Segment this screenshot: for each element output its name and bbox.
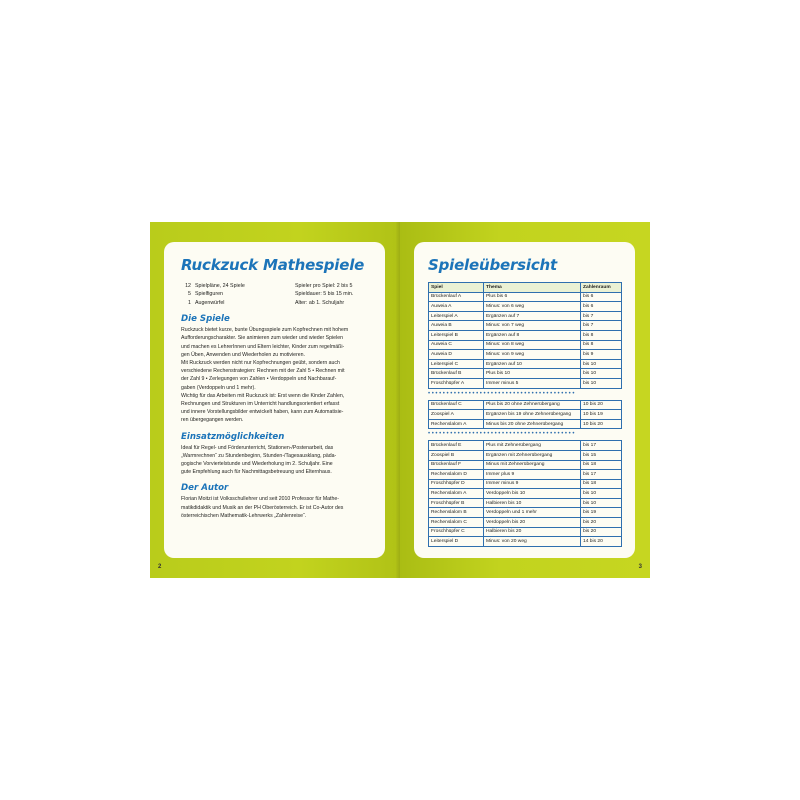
range-cell: bis 10 <box>581 359 622 369</box>
table-header-row <box>429 283 622 293</box>
topic-cell: Plus mit Zehnerübergang <box>484 441 581 451</box>
table-row <box>429 400 622 410</box>
range-cell: bis 17 <box>581 470 622 480</box>
game-cell: Froschhüpfer C <box>429 527 484 537</box>
text-line: und machen es LehrerInnen und Eltern leichter, Kinder zum regelmäßi- <box>181 343 345 350</box>
materials-list <box>181 282 375 307</box>
topic-cell: Immer minus 5 <box>484 378 581 388</box>
range-cell: 10 bis 20 <box>581 400 622 410</box>
topic-cell: Ergänzen bis 19 ohne Zehnerübergang <box>484 410 581 420</box>
topic-cell: Ergänzen auf 8 <box>484 330 581 340</box>
game-cell: Leiterspiel B <box>429 330 484 340</box>
table-row <box>429 537 622 547</box>
column-header: Thema <box>484 283 581 293</box>
game-cell: Rechenslalom B <box>429 508 484 518</box>
range-cell: bis 6 <box>581 302 622 312</box>
material-item: Spielpläne, 24 Spiele <box>195 283 245 289</box>
dotted-separator: •••••••••••••••••••••••••••••••••••••••• <box>428 390 577 397</box>
game-cell: Rechenslalom D <box>429 470 484 480</box>
text-line: Rechnungen und Strukturen im Unterricht handlungsorientiert erfasst <box>181 401 340 408</box>
table-row <box>429 350 622 360</box>
section-heading: Einsatzmöglichkeiten <box>181 431 285 442</box>
game-cell: Auweia A <box>429 302 484 312</box>
topic-cell: Immer plus 9 <box>484 470 581 480</box>
overview-title: Spieleübersicht <box>428 256 557 274</box>
game-cell: Rechenslalom A <box>429 419 484 429</box>
page-title: Ruckzuck Mathespiele <box>181 256 365 274</box>
material-item: Spielfiguren <box>195 291 223 298</box>
topic-cell: Minus: von 8 weg <box>484 340 581 350</box>
table-row <box>429 498 622 508</box>
game-overview-tables <box>428 282 627 547</box>
topic-cell: Plus bis 10 <box>484 369 581 379</box>
game-cell: Rechenslalom C <box>429 518 484 528</box>
game-info: Spieldauer: 5 bis 15 min. <box>295 291 354 298</box>
range-cell: bis 10 <box>581 369 622 379</box>
table-row <box>429 311 622 321</box>
range-cell: bis 20 <box>581 518 622 528</box>
table-row <box>429 410 622 420</box>
right-page <box>400 222 650 578</box>
game-cell: Rechenslalom A <box>429 489 484 499</box>
topic-cell: Halbieren bis 20 <box>484 527 581 537</box>
range-cell: bis 15 <box>581 450 622 460</box>
table-row <box>429 441 622 451</box>
range-cell: bis 7 <box>581 321 622 331</box>
column-header: Spiel <box>429 283 484 293</box>
text-line: verschiedene Rechenstrategien: Rechnen mit der Zahl 5 • Rechnen mit <box>181 368 345 375</box>
game-cell: Froschhüpfer D <box>429 479 484 489</box>
range-cell: 10 bis 19 <box>581 410 622 420</box>
game-cell: Auweia C <box>429 340 484 350</box>
material-count: 5 <box>188 291 191 298</box>
text-line: matikdidaktik und Musik an der PH Oberösterreich. Er ist Co-Autor des <box>181 504 344 511</box>
topic-cell: Verdoppeln und 1 mehr <box>484 508 581 518</box>
topic-cell: Plus bis 20 ohne Zehnerübergang <box>484 400 581 410</box>
range-cell: bis 18 <box>581 460 622 470</box>
topic-cell: Verdoppeln bis 10 <box>484 489 581 499</box>
table-row <box>429 369 622 379</box>
material-item: Augenwürfel <box>195 299 225 306</box>
overview-table <box>428 282 622 389</box>
range-cell: bis 6 <box>581 292 622 302</box>
range-cell: bis 18 <box>581 479 622 489</box>
game-cell: Zoospiel B <box>429 450 484 460</box>
range-cell: bis 8 <box>581 340 622 350</box>
table-row <box>429 321 622 331</box>
section-heading: Die Spiele <box>181 314 230 325</box>
section-text <box>181 326 375 424</box>
text-line: Mit Ruckzuck werden nicht nur Kopfrechnungen geübt, sondern auch <box>181 360 340 367</box>
table-row <box>429 527 622 537</box>
range-cell: bis 10 <box>581 378 622 388</box>
game-cell: Auweia B <box>429 321 484 331</box>
game-cell: Brückenlauf E <box>429 441 484 451</box>
game-cell: Brückenlauf F <box>429 460 484 470</box>
left-content-card <box>164 242 385 558</box>
topic-cell: Minus: von 7 weg <box>484 321 581 331</box>
game-info: Alter: ab 1. Schuljahr <box>295 299 345 306</box>
topic-cell: Minus mit Zehnerübergang <box>484 460 581 470</box>
text-line: Wichtig für das Arbeiten mit Ruckzuck ist: Erst wenn die Kinder Zahlen, <box>181 392 345 399</box>
dotted-separator: •••••••••••••••••••••••••••••••••••••••• <box>428 431 577 438</box>
table-row <box>429 292 622 302</box>
text-line: gen Üben, Anwenden und Wiederholen zu motivieren. <box>181 351 306 358</box>
range-cell: bis 8 <box>581 330 622 340</box>
section-heading: Der Autor <box>181 483 229 494</box>
game-cell: Froschhüpfer A <box>429 378 484 388</box>
range-cell: bis 17 <box>581 441 622 451</box>
text-line: und innere Vorstellungsbilder entwickelt haben, kann zum Automatisie- <box>181 409 344 416</box>
topic-cell: Immer minus 9 <box>484 479 581 489</box>
left-page <box>150 222 400 578</box>
range-cell: bis 10 <box>581 498 622 508</box>
game-cell: Leiterspiel D <box>429 537 484 547</box>
topic-cell: Minus bis 20 ohne Zehnerübergang <box>484 419 581 429</box>
text-line: Florian Moitzi ist Volksschullehrer und seit 2010 Professor für Mathe- <box>181 496 339 503</box>
topic-cell: Halbieren bis 10 <box>484 498 581 508</box>
section-text <box>181 444 375 477</box>
text-line: Aufforderungscharakter. Sie animieren zum wieder und wieder Spielen <box>181 335 343 342</box>
right-content-card <box>414 242 635 558</box>
table-row <box>429 489 622 499</box>
game-cell: Froschhüpfer B <box>429 498 484 508</box>
range-cell: bis 20 <box>581 527 622 537</box>
table-row <box>429 460 622 470</box>
text-line: Ruckzuck bietet kurze, bunte Übungsspiele zum Kopfrechnen mit hohem <box>181 327 349 334</box>
game-cell: Leiterspiel C <box>429 359 484 369</box>
material-count: 12 <box>185 283 191 289</box>
range-cell: 14 bis 20 <box>581 537 622 547</box>
game-cell: Brückenlauf C <box>429 400 484 410</box>
table-row <box>429 479 622 489</box>
range-cell: bis 7 <box>581 311 622 321</box>
range-cell: 10 bis 20 <box>581 419 622 429</box>
text-line: gogische Vorviertelstunde und Wiederholung im 2. Schuljahr. Eine <box>181 461 333 468</box>
material-count: 1 <box>188 299 191 306</box>
topic-cell: Minus: von 9 weg <box>484 350 581 360</box>
table-row <box>429 518 622 528</box>
topic-cell: Plus bis 6 <box>484 292 581 302</box>
table-row <box>429 330 622 340</box>
table-row <box>429 450 622 460</box>
text-line: gute Empfehlung auch für Nachmittagsbetreuung und Elternhaus. <box>181 469 332 476</box>
game-cell: Zoospiel A <box>429 410 484 420</box>
section-text <box>181 495 375 520</box>
range-cell: bis 19 <box>581 508 622 518</box>
table-row <box>429 378 622 388</box>
topic-cell: Ergänzen auf 10 <box>484 359 581 369</box>
text-line: der Zahl 9 • Zerlegungen von Zahlen • Verdoppeln und Nachbarauf- <box>181 376 337 383</box>
game-cell: Leiterspiel A <box>429 311 484 321</box>
page-number: 2 <box>158 564 162 570</box>
text-line: österreichischen Mathematik-Lehrwerks „Zahlenreise“. <box>181 512 307 519</box>
table-row <box>429 340 622 350</box>
page-number: 3 <box>638 564 642 570</box>
overview-table <box>428 440 622 547</box>
range-cell: bis 10 <box>581 489 622 499</box>
text-line: ren übergegangen werden. <box>181 417 244 424</box>
game-cell: Auweia D <box>429 350 484 360</box>
table-row <box>429 359 622 369</box>
game-cell: Brückenlauf A <box>429 292 484 302</box>
table-row <box>429 419 622 429</box>
overview-table <box>428 400 622 430</box>
topic-cell: Ergänzen auf 7 <box>484 311 581 321</box>
table-row <box>429 302 622 312</box>
table-row <box>429 470 622 480</box>
text-line: gaben (Verdoppeln und 1 mehr). <box>181 384 256 391</box>
game-info: Spieler pro Spiel: 2 bis 5 <box>295 283 353 289</box>
text-line: „Warmrechnen“ zu Stundenbeginn, Stunden-/Tagesausklang, päda- <box>181 452 337 459</box>
topic-cell: Minus: von 6 weg <box>484 302 581 312</box>
table-row <box>429 508 622 518</box>
column-header: Zahlenraum <box>581 283 622 293</box>
text-line: Ideal für Regel- und Förderunterricht, Stationen-/Postenarbeit, das <box>181 444 334 451</box>
game-cell: Brückenlauf B <box>429 369 484 379</box>
topic-cell: Verdoppeln bis 20 <box>484 518 581 528</box>
range-cell: bis 9 <box>581 350 622 360</box>
topic-cell: Minus: von 20 weg <box>484 537 581 547</box>
info-sections <box>181 314 375 520</box>
topic-cell: Ergänzen mit Zehnerübergang <box>484 450 581 460</box>
